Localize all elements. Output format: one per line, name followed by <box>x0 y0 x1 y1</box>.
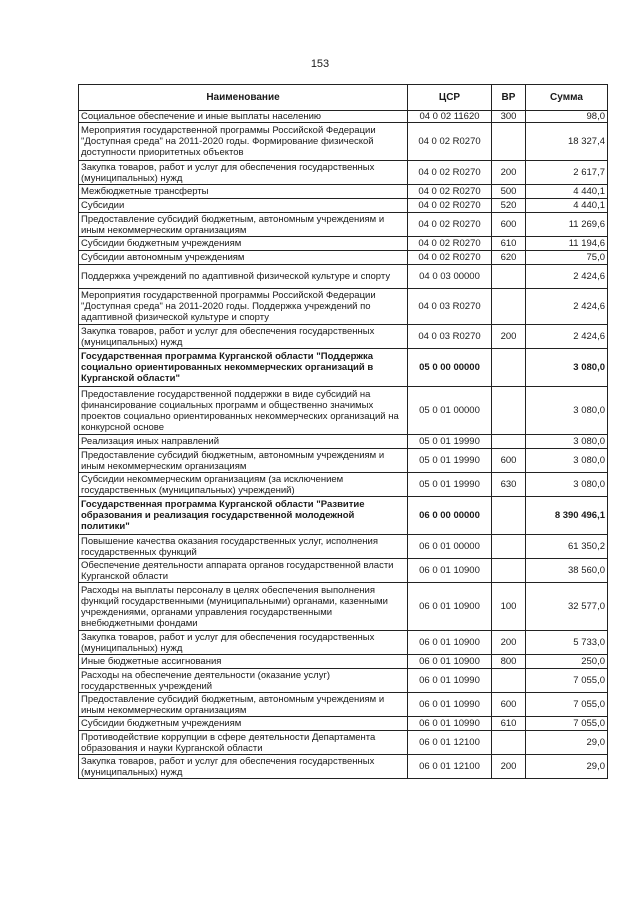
table-body <box>79 111 608 779</box>
row-sum-cell: 2 424,6 <box>526 265 608 289</box>
row-csr-cell: 05 0 00 00000 <box>408 349 492 387</box>
row-csr-cell: 06 0 01 10900 <box>408 631 492 655</box>
table-row <box>79 559 608 583</box>
row-vr-cell: 630 <box>492 473 526 497</box>
row-sum-cell: 2 424,6 <box>526 325 608 349</box>
table-row <box>79 655 608 669</box>
row-vr-cell <box>492 289 526 325</box>
row-vr-cell: 100 <box>492 583 526 631</box>
table-row <box>79 349 608 387</box>
row-vr-cell <box>492 731 526 755</box>
row-name-cell: Субсидии бюджетным учреждениям <box>79 237 408 251</box>
row-vr-cell: 620 <box>492 251 526 265</box>
row-sum-cell: 61 350,2 <box>526 535 608 559</box>
row-sum-cell: 7 055,0 <box>526 693 608 717</box>
row-csr-cell: 05 0 01 19990 <box>408 473 492 497</box>
row-vr-cell <box>492 559 526 583</box>
row-name-cell: Государственная программа Курганской области "Развитие образования и реализация государственной молодежной политики" <box>79 497 408 535</box>
row-name-cell: Субсидии <box>79 199 408 213</box>
row-sum-cell: 4 440,1 <box>526 185 608 199</box>
row-name-cell: Противодействие коррупции в сфере деятельности Департамента образования и науки Курганской области <box>79 731 408 755</box>
table-row <box>79 111 608 123</box>
row-sum-cell: 7 055,0 <box>526 717 608 731</box>
row-sum-cell: 98,0 <box>526 111 608 123</box>
row-sum-cell: 11 194,6 <box>526 237 608 251</box>
row-csr-cell: 06 0 01 10900 <box>408 559 492 583</box>
row-name-cell: Предоставление государственной поддержки в виде субсидий на финансирование социальных программ и общественно значимых проектов социально ориентированных некоммерческих организаций на конкурсной основе <box>79 387 408 435</box>
budget-table <box>78 84 608 779</box>
row-sum-cell: 5 733,0 <box>526 631 608 655</box>
row-vr-cell: 200 <box>492 161 526 185</box>
row-vr-cell: 600 <box>492 213 526 237</box>
row-vr-cell <box>492 123 526 161</box>
row-csr-cell: 06 0 01 10990 <box>408 669 492 693</box>
row-sum-cell: 38 560,0 <box>526 559 608 583</box>
table-row <box>79 435 608 449</box>
row-vr-cell: 600 <box>492 693 526 717</box>
row-name-cell: Предоставление субсидий бюджетным, автономным учреждениям и иным некоммерческим организациям <box>79 693 408 717</box>
row-sum-cell: 32 577,0 <box>526 583 608 631</box>
row-name-cell: Закупка товаров, работ и услуг для обеспечения государственных (муниципальных) нужд <box>79 325 408 349</box>
table-row <box>79 237 608 251</box>
row-csr-cell: 04 0 03 R0270 <box>408 325 492 349</box>
table-row <box>79 213 608 237</box>
table-row <box>79 473 608 497</box>
row-csr-cell: 04 0 03 00000 <box>408 265 492 289</box>
row-sum-cell: 3 080,0 <box>526 349 608 387</box>
row-sum-cell: 3 080,0 <box>526 449 608 473</box>
header-csr: ЦСР <box>408 85 492 111</box>
table-row <box>79 535 608 559</box>
row-name-cell: Субсидии бюджетным учреждениям <box>79 717 408 731</box>
row-csr-cell: 04 0 02 R0270 <box>408 199 492 213</box>
row-vr-cell: 520 <box>492 199 526 213</box>
row-sum-cell: 250,0 <box>526 655 608 669</box>
row-name-cell: Обеспечение деятельности аппарата органов государственной власти Курганской области <box>79 559 408 583</box>
row-vr-cell <box>492 669 526 693</box>
table-row <box>79 755 608 779</box>
row-name-cell: Мероприятия государственной программы Российской Федерации "Доступная среда" на 2011-2020 годы. Формирование физической доступности приоритетных объектов <box>79 123 408 161</box>
row-sum-cell: 29,0 <box>526 731 608 755</box>
row-csr-cell: 06 0 01 10900 <box>408 655 492 669</box>
row-name-cell: Мероприятия государственной программы Российской Федерации "Доступная среда" на 2011-2020 годы. Поддержка учреждений по адаптивной физической культуре и спорту <box>79 289 408 325</box>
row-csr-cell: 04 0 02 R0270 <box>408 251 492 265</box>
table-row <box>79 161 608 185</box>
row-sum-cell: 3 080,0 <box>526 473 608 497</box>
table-row <box>79 693 608 717</box>
row-csr-cell: 05 0 01 19990 <box>408 449 492 473</box>
row-vr-cell: 200 <box>492 631 526 655</box>
row-name-cell: Закупка товаров, работ и услуг для обеспечения государственных (муниципальных) нужд <box>79 631 408 655</box>
row-name-cell: Предоставление субсидий бюджетным, автономным учреждениям и иным некоммерческим организациям <box>79 449 408 473</box>
row-vr-cell: 300 <box>492 111 526 123</box>
row-sum-cell: 7 055,0 <box>526 669 608 693</box>
row-name-cell: Реализация иных направлений <box>79 435 408 449</box>
row-name-cell: Предоставление субсидий бюджетным, автономным учреждениям и иным некоммерческим организациям <box>79 213 408 237</box>
table-row <box>79 325 608 349</box>
table-row <box>79 583 608 631</box>
table-row <box>79 199 608 213</box>
row-sum-cell: 2 424,6 <box>526 289 608 325</box>
row-name-cell: Государственная программа Курганской области "Поддержка социально ориентированных некоммерческих организаций в Курганской области" <box>79 349 408 387</box>
row-vr-cell <box>492 349 526 387</box>
row-name-cell: Расходы на выплаты персоналу в целях обеспечения выполнения функций государственными (муниципальными) органами, казенными учреждениями, органами управления государственными внебюджетными фондами <box>79 583 408 631</box>
table-row <box>79 289 608 325</box>
row-csr-cell: 04 0 02 R0270 <box>408 123 492 161</box>
row-csr-cell: 06 0 00 00000 <box>408 497 492 535</box>
row-vr-cell <box>492 387 526 435</box>
row-csr-cell: 04 0 02 R0270 <box>408 237 492 251</box>
row-vr-cell <box>492 435 526 449</box>
row-vr-cell: 600 <box>492 449 526 473</box>
row-sum-cell: 8 390 496,1 <box>526 497 608 535</box>
row-csr-cell: 06 0 01 10990 <box>408 693 492 717</box>
row-name-cell: Расходы на обеспечение деятельности (оказание услуг) государственных учреждений <box>79 669 408 693</box>
table-row <box>79 717 608 731</box>
row-csr-cell: 05 0 01 00000 <box>408 387 492 435</box>
row-name-cell: Субсидии некоммерческим организациям (за исключением государственных (муниципальных) учреждений) <box>79 473 408 497</box>
row-vr-cell <box>492 265 526 289</box>
table-row <box>79 265 608 289</box>
row-sum-cell: 3 080,0 <box>526 435 608 449</box>
row-csr-cell: 05 0 01 19990 <box>408 435 492 449</box>
row-sum-cell: 4 440,1 <box>526 199 608 213</box>
table-row <box>79 185 608 199</box>
header-vr: ВР <box>492 85 526 111</box>
row-csr-cell: 04 0 02 R0270 <box>408 213 492 237</box>
row-csr-cell: 04 0 03 R0270 <box>408 289 492 325</box>
row-sum-cell: 3 080,0 <box>526 387 608 435</box>
row-sum-cell: 11 269,6 <box>526 213 608 237</box>
page-number: 153 <box>310 58 330 70</box>
row-csr-cell: 04 0 02 R0270 <box>408 161 492 185</box>
row-name-cell: Повышение качества оказания государственных услуг, исполнения государственных функций <box>79 535 408 559</box>
header-sum: Сумма <box>526 85 608 111</box>
row-csr-cell: 06 0 01 00000 <box>408 535 492 559</box>
table-header-row <box>79 85 608 111</box>
row-csr-cell: 06 0 01 12100 <box>408 755 492 779</box>
row-vr-cell: 800 <box>492 655 526 669</box>
row-name-cell: Поддержка учреждений по адаптивной физической культуре и спорту <box>79 265 408 289</box>
header-name: Наименование <box>79 85 408 111</box>
row-name-cell: Иные бюджетные ассигнования <box>79 655 408 669</box>
row-vr-cell: 610 <box>492 237 526 251</box>
row-name-cell: Субсидии автономным учреждениям <box>79 251 408 265</box>
row-csr-cell: 06 0 01 10900 <box>408 583 492 631</box>
row-vr-cell <box>492 535 526 559</box>
row-sum-cell: 2 617,7 <box>526 161 608 185</box>
table-row <box>79 669 608 693</box>
table-row <box>79 251 608 265</box>
row-vr-cell: 200 <box>492 325 526 349</box>
row-csr-cell: 04 0 02 R0270 <box>408 185 492 199</box>
row-sum-cell: 18 327,4 <box>526 123 608 161</box>
table-row <box>79 631 608 655</box>
row-vr-cell: 500 <box>492 185 526 199</box>
table-row <box>79 731 608 755</box>
row-name-cell: Социальное обеспечение и иные выплаты населению <box>79 111 408 123</box>
row-name-cell: Закупка товаров, работ и услуг для обеспечения государственных (муниципальных) нужд <box>79 755 408 779</box>
table-row <box>79 449 608 473</box>
row-vr-cell <box>492 497 526 535</box>
row-name-cell: Закупка товаров, работ и услуг для обеспечения государственных (муниципальных) нужд <box>79 161 408 185</box>
row-vr-cell: 200 <box>492 755 526 779</box>
row-sum-cell: 75,0 <box>526 251 608 265</box>
row-vr-cell: 610 <box>492 717 526 731</box>
table-row <box>79 387 608 435</box>
row-csr-cell: 04 0 02 11620 <box>408 111 492 123</box>
row-csr-cell: 06 0 01 12100 <box>408 731 492 755</box>
row-csr-cell: 06 0 01 10990 <box>408 717 492 731</box>
row-sum-cell: 29,0 <box>526 755 608 779</box>
row-name-cell: Межбюджетные трансферты <box>79 185 408 199</box>
table-row <box>79 123 608 161</box>
table-row <box>79 497 608 535</box>
